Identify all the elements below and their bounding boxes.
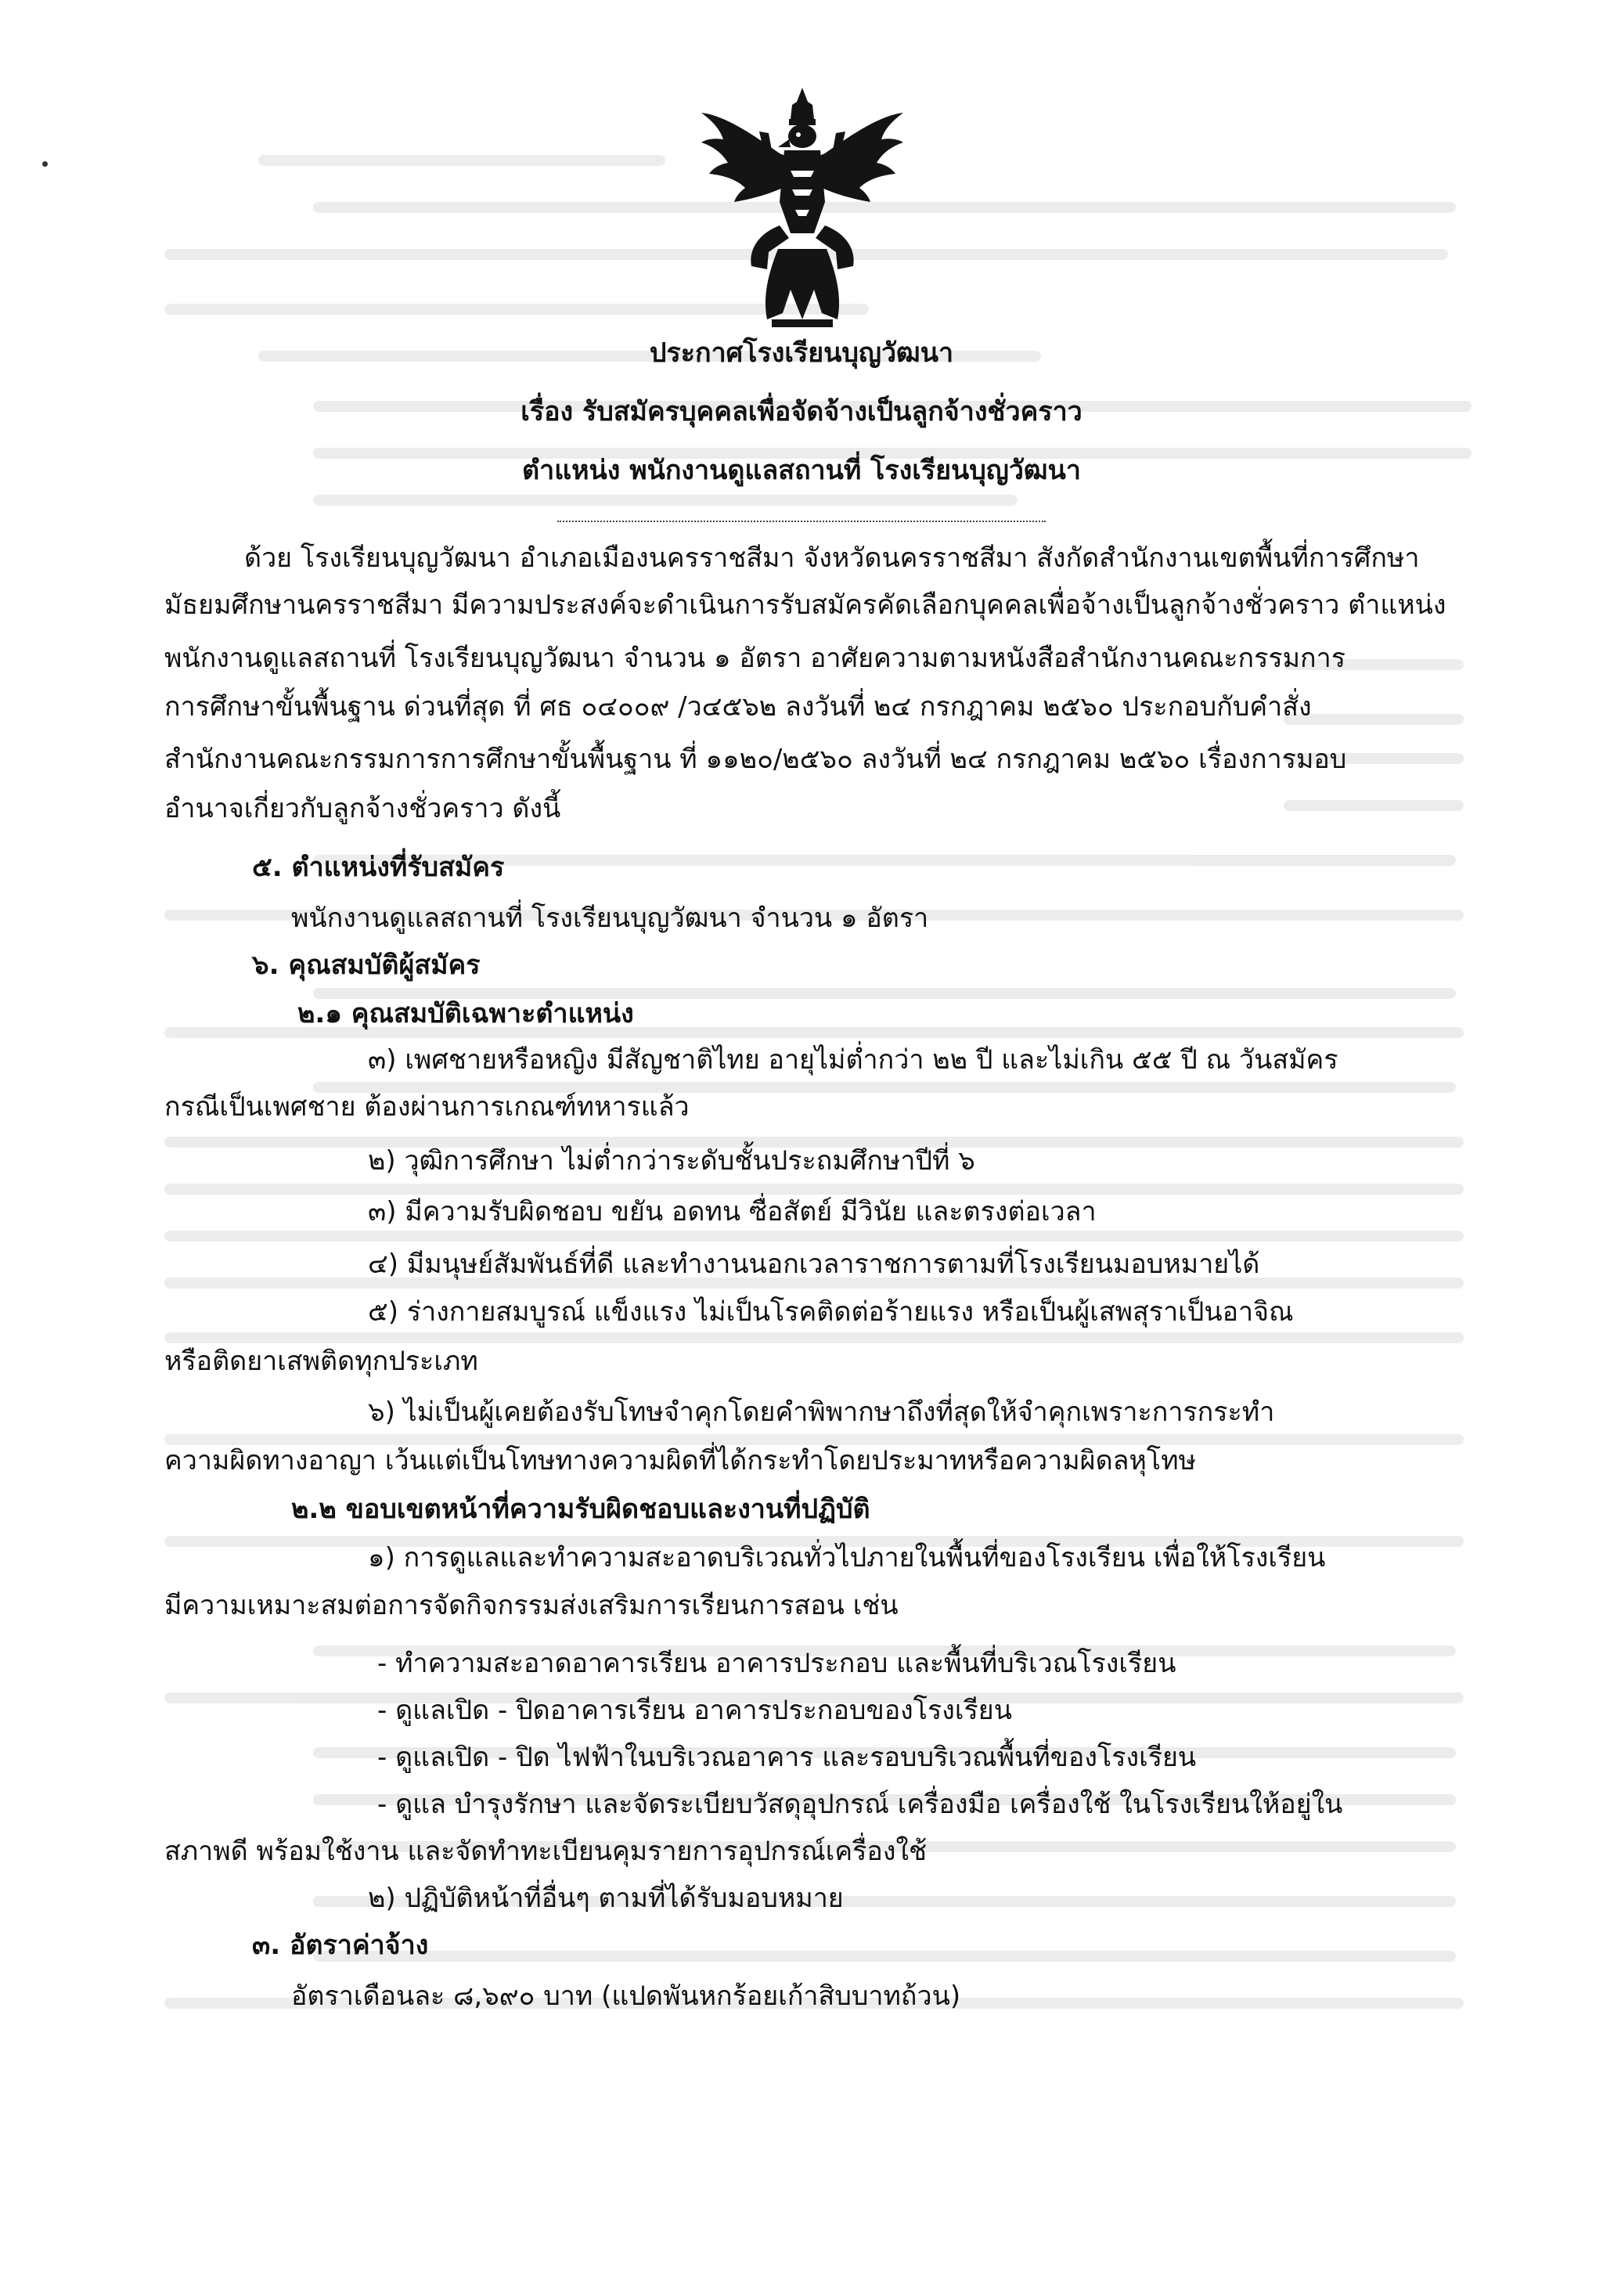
garuda-seal-icon <box>697 85 908 343</box>
duty-item: - ดูแลเปิด - ปิด ไฟฟ้าในบริเวณอาคาร และรอบบริเวณพื้นที่ของโรงเรียน <box>377 1742 1197 1773</box>
subsection-heading-duties: ๒.๒ ขอบเขตหน้าที่ความรับผิดชอบและงานที่ปฏิบัติ <box>291 1494 870 1525</box>
intro-line: การศึกษาขั้นพื้นฐาน ด่วนที่สุด ที่ ศธ ๐๔๐๐๙ /ว๔๕๖๒ ลงวันที่ ๒๔ กรกฎาคม ๒๕๖๐ ประกอบกับคำสั่ง <box>164 691 1312 723</box>
duty-item: - ดูแลเปิด - ปิดอาคารเรียน อาคารประกอบของโรงเรียน <box>377 1695 1012 1726</box>
qualification-item: ๕) ร่างกายสมบูรณ์ แข็งแรง ไม่เป็นโรคติดต่อร้ายแรง หรือเป็นผู้เสพสุราเป็นอาจิณ <box>368 1296 1294 1328</box>
duty-item: ๒) ปฏิบัติหน้าที่อื่นๆ ตามที่ได้รับมอบหมาย <box>368 1883 844 1914</box>
duty-item: สภาพดี พร้อมใช้งาน และจัดทำทะเบียนคุมรายการอุปกรณ์เครื่องใช้ <box>164 1836 928 1867</box>
section-heading-wage: ๓. อัตราค่าจ้าง <box>252 1930 429 1961</box>
intro-line: สำนักงานคณะกรรมการการศึกษาขั้นพื้นฐาน ที่ ๑๑๒๐/๒๕๖๐ ลงวันที่ ๒๔ กรกฎาคม ๒๕๖๐ เรื่องการมอบ <box>164 744 1347 775</box>
qualification-item: ๒) วุฒิการศึกษา ไม่ต่ำกว่าระดับชั้นประถมศึกษาปีที่ ๖ <box>368 1145 975 1177</box>
intro-line: มัธยมศึกษานครราชสีมา มีความประสงค์จะดำเนินการรับสมัครคัดเลือกบุคคลเพื่อจ้างเป็นลูกจ้างชั่วคราว ตำแหน่ง <box>164 589 1446 621</box>
section-heading-position: ๕. ตำแหน่งที่รับสมัคร <box>252 852 505 883</box>
wage-text: อัตราเดือนละ ๘,๖๙๐ บาท (แปดพันหกร้อยเก้าสิบบาทถ้วน) <box>291 1981 961 2012</box>
intro-line: ด้วย โรงเรียนบุญวัฒนา อำเภอเมืองนครราชสีมา จังหวัดนครราชสีมา สังกัดสำนักงานเขตพื้นที่การศึกษา <box>244 542 1420 574</box>
qualification-item: หรือติดยาเสพติดทุกประเภท <box>164 1346 478 1377</box>
header-divider <box>557 521 1046 522</box>
duty-item: ๑) การดูแลและทำความสะอาดบริเวณทั่วไปภายในพื้นที่ของโรงเรียน เพื่อให้โรงเรียน <box>368 1542 1326 1573</box>
qualification-item: ความผิดทางอาญา เว้นแต่เป็นโทษทางความผิดที่ได้กระทำโดยประมาทหรือความผิดลหุโทษ <box>164 1445 1197 1476</box>
qualification-item: กรณีเป็นเพศชาย ต้องผ่านการเกณฑ์ทหารแล้ว <box>164 1091 690 1123</box>
speck-mark <box>42 161 48 167</box>
qualification-item: ๖) ไม่เป็นผู้เคยต้องรับโทษจำคุกโดยคำพิพากษาถึงที่สุดให้จำคุกเพราะการกระทำ <box>368 1397 1275 1428</box>
duty-item: มีความเหมาะสมต่อการจัดกิจกรรมส่งเสริมการเรียนการสอน เช่น <box>164 1590 899 1621</box>
section-text-position: พนักงานดูแลสถานที่ โรงเรียนบุญวัฒนา จำนวน ๑ อัตรา <box>291 903 929 934</box>
qualification-item: ๔) มีมนุษย์สัมพันธ์ที่ดี และทำงานนอกเวลาราชการตามที่โรงเรียนมอบหมายได้ <box>368 1249 1260 1280</box>
intro-line: อำนาจเกี่ยวกับลูกจ้างชั่วคราว ดังนี้ <box>164 793 561 824</box>
duty-item: - ดูแล บำรุงรักษา และจัดระเบียบวัสดุอุปกรณ์ เครื่องมือ เครื่องใช้ ในโรงเรียนให้อยู่ใน <box>377 1789 1343 1820</box>
intro-line: พนักงานดูแลสถานที่ โรงเรียนบุญวัฒนา จำนวน ๑ อัตรา อาศัยความตามหนังสือสำนักงานคณะกรรมการ <box>164 643 1345 674</box>
duty-item: - ทำความสะอาดอาคารเรียน อาคารประกอบ และพื้นที่บริเวณโรงเรียน <box>377 1648 1176 1679</box>
announcement-subject: เรื่อง รับสมัครบุคคลเพื่อจัดจ้างเป็นลูกจ้างชั่วคราว <box>521 396 1082 427</box>
qualification-item: ๓) เพศชายหรือหญิง มีสัญชาติไทย อายุไม่ต่ำกว่า ๒๒ ปี และไม่เกิน ๕๕ ปี ณ วันสมัคร <box>368 1044 1338 1076</box>
qualification-item: ๓) มีความรับผิดชอบ ขยัน อดทน ซื่อสัตย์ มีวินัย และตรงต่อเวลา <box>368 1196 1097 1227</box>
announcement-title: ประกาศโรงเรียนบุญวัฒนา <box>649 337 954 369</box>
announcement-position: ตำแหน่ง พนักงานดูแลสถานที่ โรงเรียนบุญวัฒนา <box>522 455 1081 486</box>
section-heading-qualifications: ๖. คุณสมบัติผู้สมัคร <box>252 950 481 981</box>
subsection-heading-specific: ๒.๑ คุณสมบัติเฉพาะตำแหน่ง <box>297 998 634 1029</box>
